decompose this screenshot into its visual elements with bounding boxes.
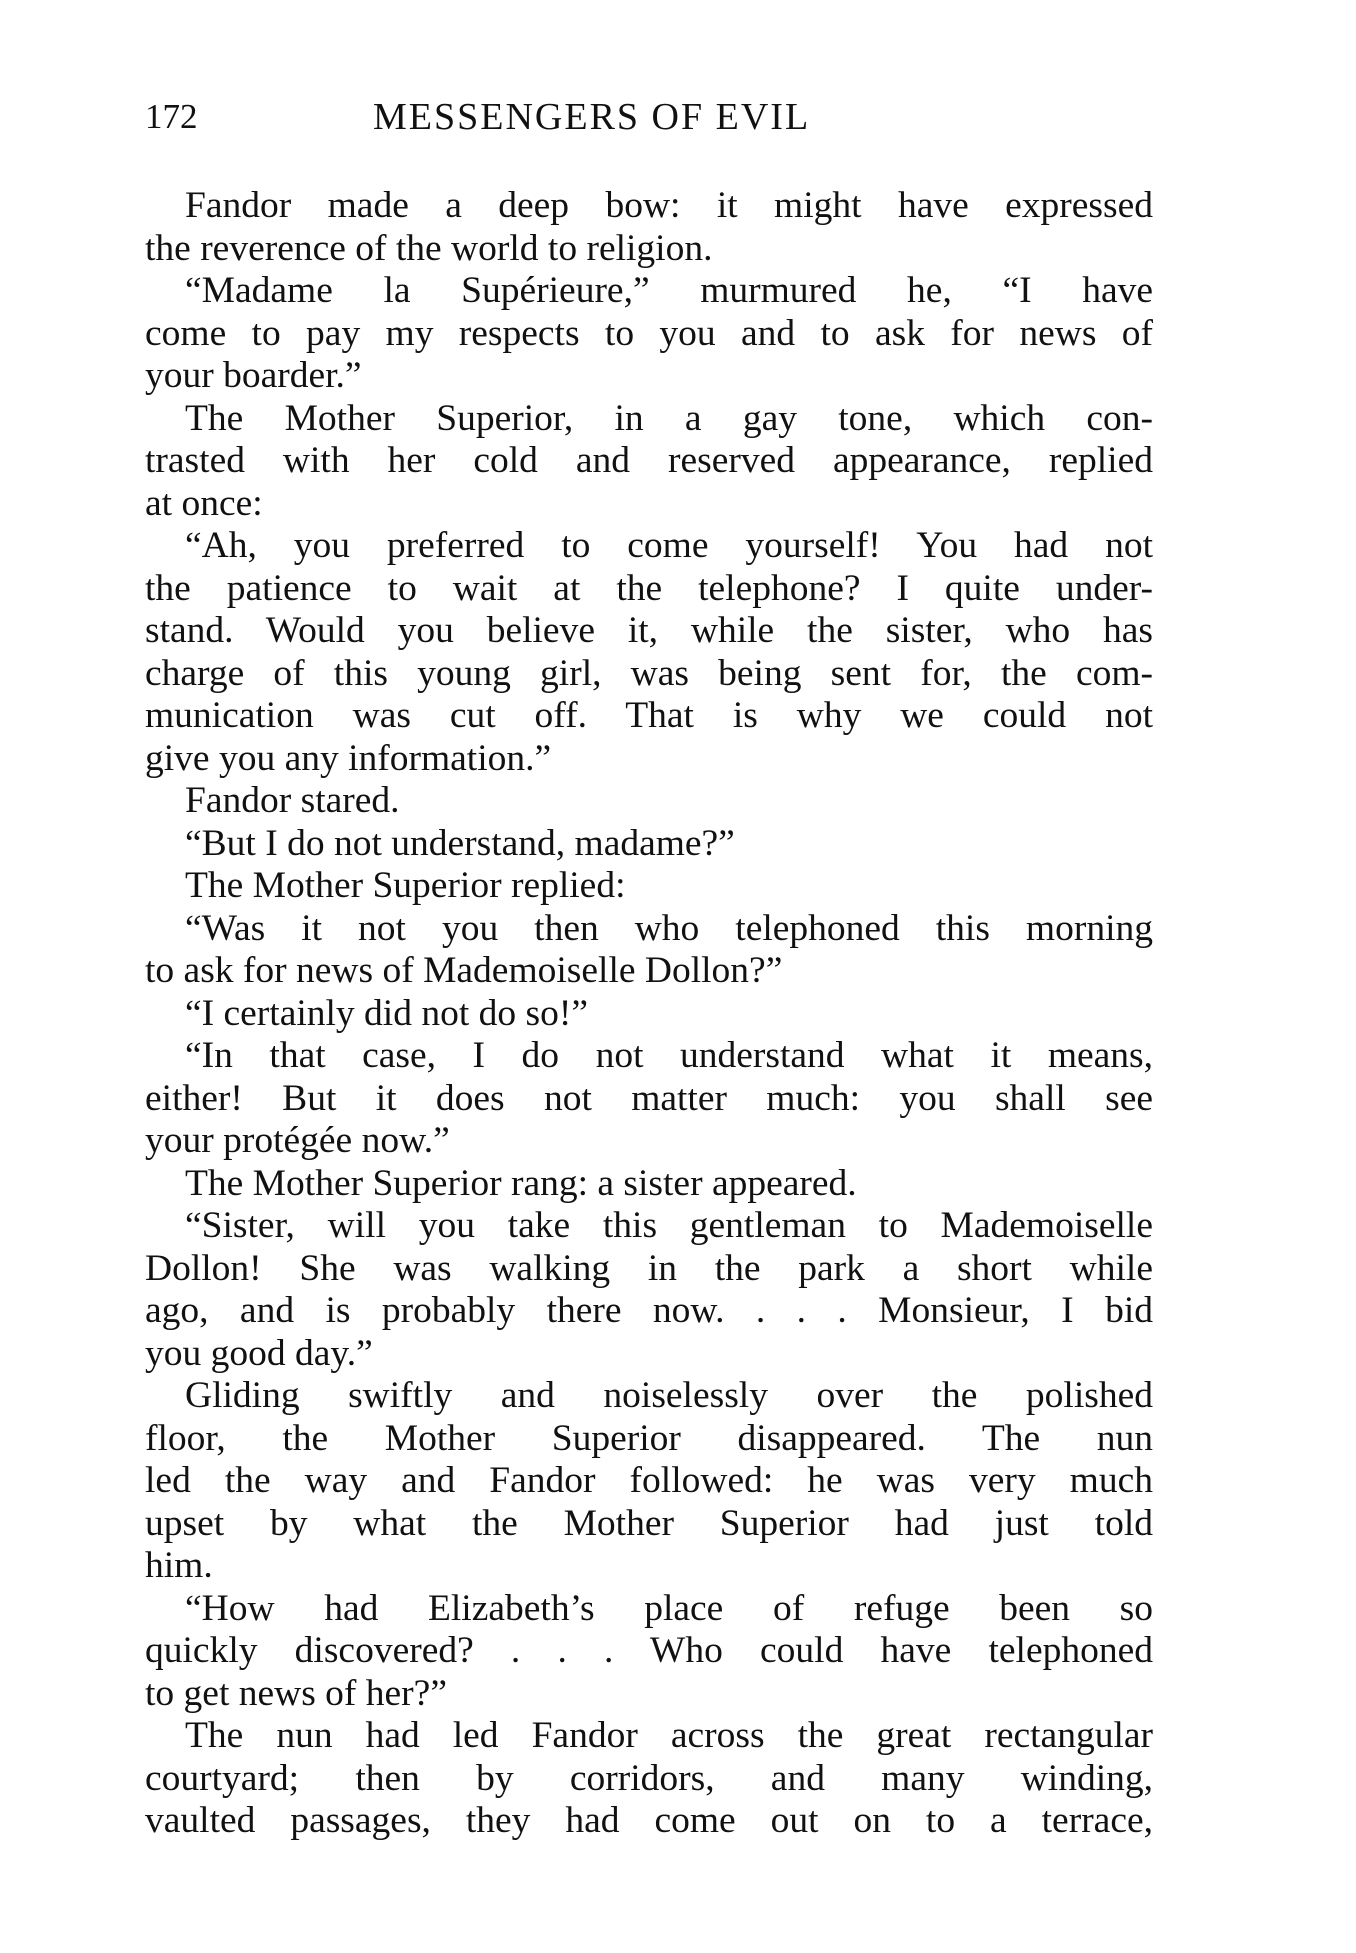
text-line: you good day.” (145, 1332, 373, 1374)
text-line: come to pay my respects to you and to ask for news of (145, 312, 1153, 354)
text-line: upset by what the Mother Superior had just told (145, 1502, 1153, 1544)
text-line: “I certainly did not do so!” (185, 992, 588, 1034)
body-text (145, 185, 1153, 1843)
text-line: “In that case, I do not understand what it means, (185, 1035, 1153, 1076)
text-line: Fandor stared. (185, 780, 400, 821)
text-line: “But I do not understand, madame?” (185, 822, 735, 864)
page-number: 172 (145, 97, 198, 136)
text-line: “How had Elizabeth’s place of refuge been so (185, 1587, 1153, 1629)
text-line: ago, and is probably there now. . . . Monsieur, I bid (145, 1290, 1153, 1331)
text-line: at once: (145, 482, 263, 524)
text-line: the reverence of the world to religion. (145, 227, 713, 269)
text-line: the patience to wait at the telephone? I quite under- (145, 567, 1153, 609)
text-line: stand. Would you believe it, while the sister, who has (145, 610, 1153, 651)
text-line: “Ah, you preferred to come yourself! You had not (185, 525, 1153, 566)
text-line: to ask for news of Mademoiselle Dollon?” (145, 950, 783, 991)
text-line: munication was cut off. That is why we could not (145, 695, 1153, 736)
text-line: your boarder.” (145, 355, 362, 396)
text-line: Gliding swiftly and noiselessly over the polished (185, 1375, 1153, 1416)
text-line: “Madame la Supérieure,” murmured he, “I have (185, 270, 1153, 311)
text-line: The Mother Superior rang: a sister appeared. (185, 1162, 857, 1204)
text-line: led the way and Fandor followed: he was very much (145, 1460, 1153, 1501)
page-header (145, 92, 1145, 142)
text-line: trasted with her cold and reserved appearance, replied (145, 440, 1153, 481)
text-line: “Sister, will you take this gentleman to Mademoiselle (185, 1205, 1153, 1246)
text-line: to get news of her?” (145, 1672, 447, 1714)
text-line: quickly discovered? . . . Who could have telephoned (145, 1630, 1153, 1671)
text-line: Fandor made a deep bow: it might have expressed (185, 185, 1153, 226)
text-line: your protégée now.” (145, 1120, 450, 1161)
text-line: give you any information.” (145, 737, 552, 779)
text-line: either! But it does not matter much: you shall see (145, 1077, 1153, 1119)
text-line: floor, the Mother Superior disappeared. The nun (145, 1417, 1153, 1459)
text-line: “Was it not you then who telephoned this morning (185, 907, 1153, 949)
text-line: vaulted passages, they had come out on to a terrace, (145, 1800, 1153, 1841)
text-line: him. (145, 1545, 213, 1586)
text-line: The Mother Superior, in a gay tone, which con- (185, 397, 1153, 439)
running-title: MESSENGERS OF EVIL (373, 96, 811, 138)
text-line: Dollon! She was walking in the park a short while (145, 1247, 1153, 1289)
text-line: The Mother Superior replied: (185, 865, 626, 906)
text-line: charge of this young girl, was being sent for, the com- (145, 652, 1153, 694)
text-line: The nun had led Fandor across the great rectangular (185, 1715, 1153, 1756)
text-line: courtyard; then by corridors, and many winding, (145, 1757, 1153, 1799)
